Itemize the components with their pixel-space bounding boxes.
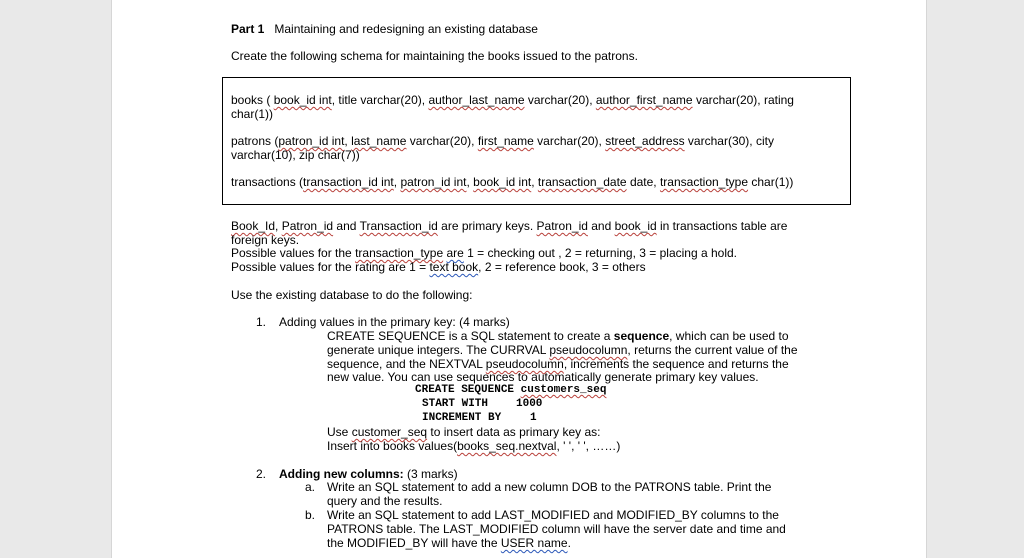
schema-patrons-line2: varchar(10), zip char(7)) (231, 148, 360, 162)
rating-values: Possible values for the rating are 1 = text book, 2 = reference book, 3 = others (231, 260, 646, 274)
transaction-type-values: Possible values for the transaction_type are 1 = checking out , 2 = returning, 3 = placing a hold. (231, 246, 738, 260)
item2b-label: b. (305, 508, 316, 522)
schema-books-line2: char(1)) (231, 107, 274, 121)
code-line-start-with: START WITH (422, 398, 489, 410)
part-heading (231, 22, 538, 36)
item1-insert-example: Insert into books values(books_seq.nextval, ' ', ' ', ……) (327, 439, 621, 453)
item2a-line1: Write an SQL statement to add a new column DOB to the PATRONS table. Print the (327, 480, 772, 494)
item1-para-line1: CREATE SEQUENCE is a SQL statement to create a sequence, which can be used to (327, 329, 789, 343)
code-value-increment-by: 1 (530, 412, 537, 424)
schema-books-line1: books ( book_id int, title varchar(20), author_last_name varchar(20), author_first_name varchar(20), rating (231, 93, 794, 107)
item1-use-sequence: Use customer_seq to insert data as primary key as: (327, 425, 601, 439)
item1-number: 1. (256, 315, 267, 329)
item1-title: Adding values in the primary key: (4 marks) (279, 315, 510, 329)
item2b-line3: the MODIFIED_BY will have the USER name. (327, 536, 571, 550)
item1-para-line4: new value. You can use sequences to automatically generate primary key values. (327, 370, 759, 384)
part-label: Part 1 (231, 22, 265, 36)
code-line-increment-by: INCREMENT BY (422, 412, 502, 424)
use-existing-text: Use the existing database to do the following: (231, 288, 473, 302)
keys-line1: Book_Id, Patron_id and Transaction_id are primary keys. Patron_id and book_id in transactions table are (231, 219, 788, 233)
code-value-start-with: 1000 (516, 398, 543, 410)
code-line-create-sequence: CREATE SEQUENCE customers_seq (415, 384, 607, 396)
item2-number: 2. (256, 467, 267, 481)
item2-title: Adding new columns: (3 marks) (279, 467, 458, 481)
item2a-line2: query and the results. (327, 494, 443, 508)
item2b-line2: PATRONS table. The LAST_MODIFIED column will have the server date and time and (327, 522, 786, 536)
schema-transactions-line: transactions (transaction_id int, patron_id int, book_id int, transaction_date date, transaction_type char(1)) (231, 175, 794, 189)
item1-para-line2: generate unique integers. The CURRVAL pseudocolumn, returns the current value of the (327, 343, 798, 357)
intro-text: Create the following schema for maintaining the books issued to the patrons. (231, 49, 638, 63)
part-title: Maintaining and redesigning an existing database (274, 22, 538, 36)
keys-line2: foreign keys. (231, 233, 300, 247)
item2b-line1: Write an SQL statement to add LAST_MODIFIED and MODIFIED_BY columns to the (327, 508, 779, 522)
item2a-label: a. (305, 480, 316, 494)
schema-patrons-line1: patrons (patron_id int, last_name varchar(20), first_name varchar(20), street_address varchar(30), city (231, 134, 774, 148)
item1-para-line3: sequence, and the NEXTVAL pseudocolumn, increments the sequence and returns the (327, 357, 789, 371)
